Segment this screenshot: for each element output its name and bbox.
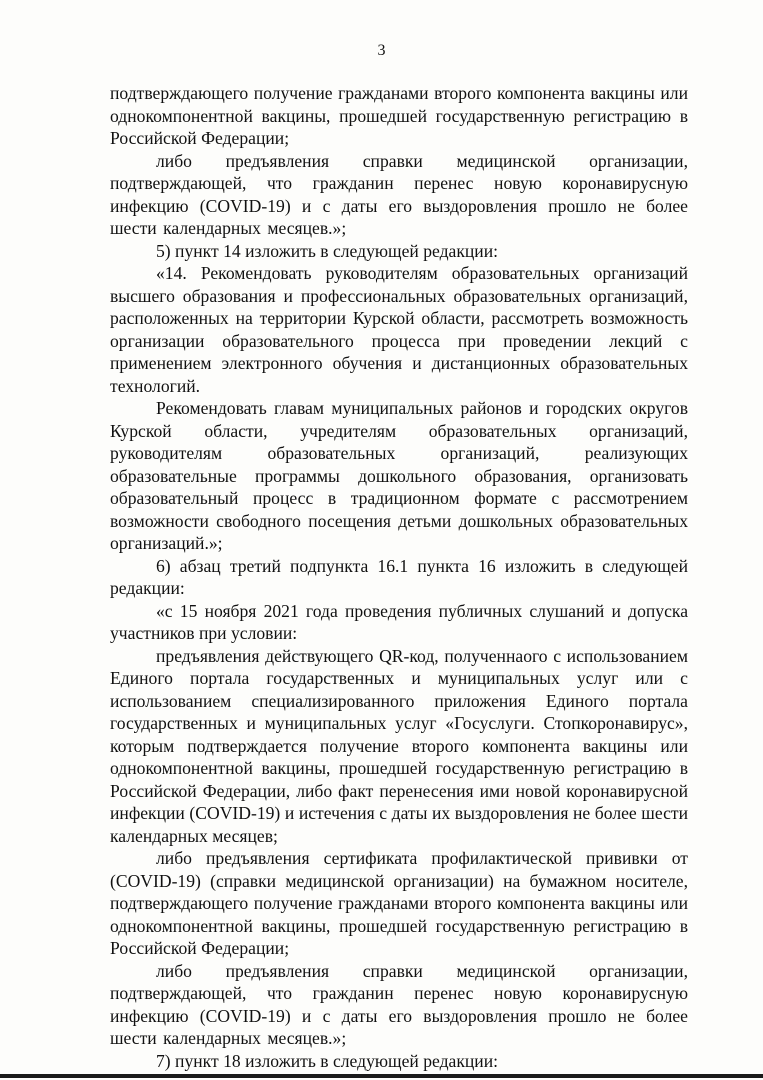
paragraph: подтверждающего получение гражданами второго компонента вакцины или однокомпонентной вакцины, прошедшей государственную регистрацию в Российской Федерации; <box>110 83 688 148</box>
paragraph: 7) пункт 18 изложить в следующей редакции: <box>156 1050 499 1071</box>
paragraph: 5) пункт 14 изложить в следующей редакции: <box>156 240 499 261</box>
paragraph: либо предъявления справки медицинской организации, подтверждающей, что гражданин перенес новую коронавирусную инфекцию (COVID-19) и с даты его выздоровления прошло не более шести календарных месяцев.»; <box>110 960 688 1048</box>
paragraph: 6) абзац третий подпункта 16.1 пункта 16 изложить в следующей редакции: <box>110 555 688 598</box>
paragraph: Рекомендовать главам муниципальных районов и городских округов Курской области, учредителям образовательных организаций, руководителям образовательных организаций, реализующих образовательные программы дошкольного образования, организовать образовательный процесс в традиционном формате с рассмотрением возможности свободного посещения детьми дошкольных образовательных организаций.»; <box>110 398 688 553</box>
body-text <box>110 82 688 1072</box>
paragraph: предъявления действующего QR-код, полученнаого с использованием Единого портала государственных и муниципальных услуг или с использованием специализированного приложения Единого портала государственных и муниципальных услуг «Госуслуги. Стопкоронавирус», которым подтверждается получение второго компонента вакцины или однокомпонентной вакцины, прошедшей государственную регистрацию в Российской Федерации, либо факт перенесения ими новой коронавирусной инфекции (COVID-19) и истечения с даты их выздоровления не более шести календарных месяцев; <box>110 645 688 846</box>
page-number: 3 <box>377 42 386 59</box>
paragraph: либо предъявления сертификата профилактической прививки от (COVID-19) (справки медицинской организации) на бумажном носителе, подтверждающего получение гражданами второго компонента вакцины или однокомпонентной вакцины, прошедшей государственную регистрацию в Российской Федерации; <box>110 848 688 958</box>
paragraph: «14. Рекомендовать руководителям образовательных организаций высшего образования и профессиональных образовательных организаций, расположенных на территории Курской области, рассмотреть возможность организации образовательного процесса при проведении лекций с применением электронного обучения и дистанционных образовательных технологий. <box>110 263 688 396</box>
paragraph: «с 15 ноября 2021 года проведения публичных слушаний и допуска участников при условии: <box>110 600 688 643</box>
paragraph: либо предъявления справки медицинской организации, подтверждающей, что гражданин перенес новую коронавирусную инфекцию (COVID-19) и с даты его выздоровления прошло не более шести календарных месяцев.»; <box>110 150 688 238</box>
scan-edge-divider <box>0 1074 763 1078</box>
